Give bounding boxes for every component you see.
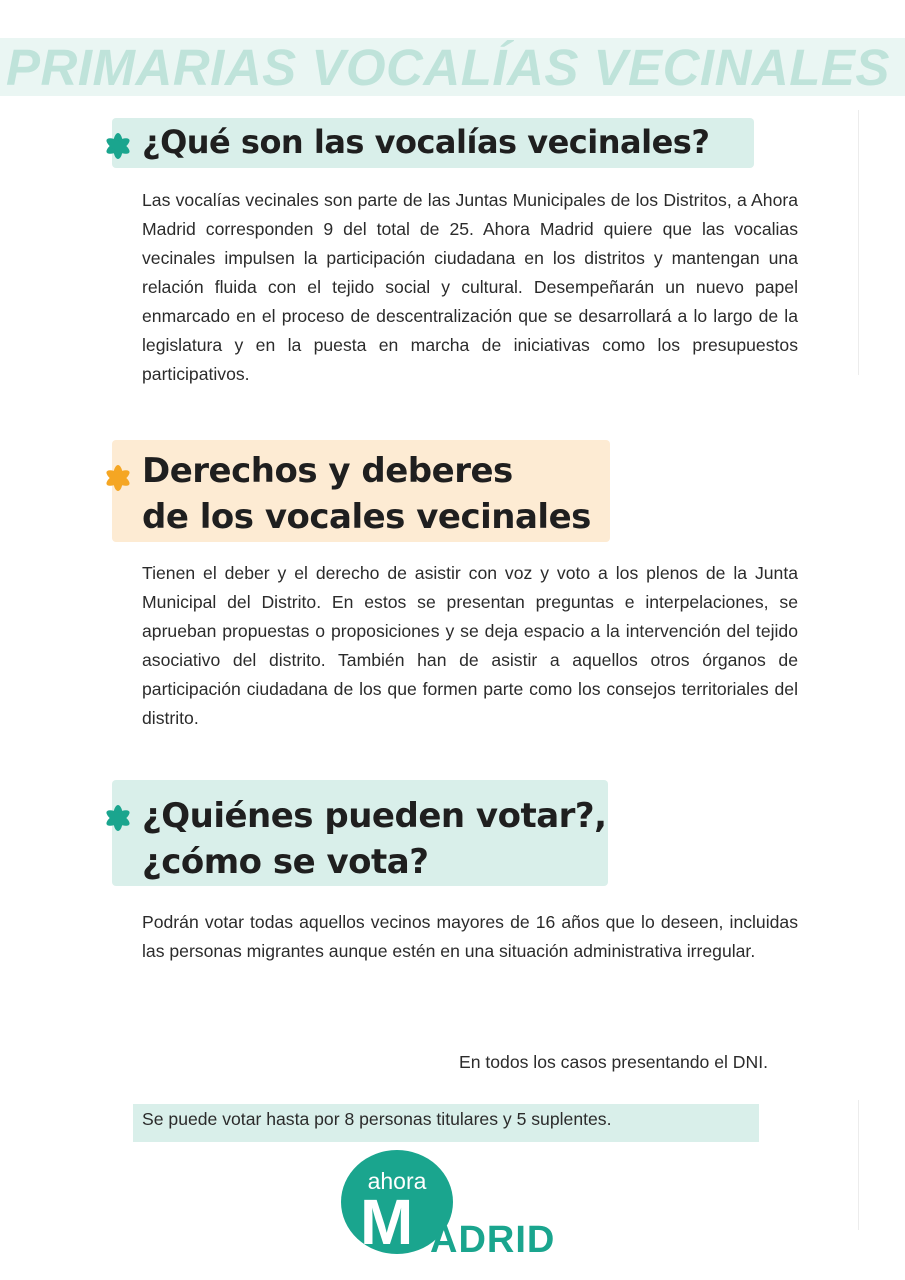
edge-divider-lower [858, 1100, 859, 1230]
section-2-heading [142, 448, 591, 540]
edge-divider [858, 110, 859, 375]
highlight-text: Se puede votar hasta por 8 personas titulares y 5 suplentes. [142, 1109, 612, 1129]
logo-initial: M [360, 1186, 414, 1258]
page-title: PRIMARIAS VOCALÍAS VECINALES [6, 39, 890, 96]
logo-name: ADRID [430, 1219, 556, 1261]
section-3-heading [142, 793, 607, 885]
section-3-body: Podrán votar todas aquellos vecinos mayores de 16 años que lo deseen, incluidas las personas migrantes aunque estén en una situación administrativa irregular. [142, 912, 798, 961]
section-2-heading-line-1: Derechos y deberes [142, 451, 513, 491]
section-1-heading: ¿Qué son las vocalías vecinales? [142, 123, 710, 161]
logo-ahora-text: ahora [367, 1168, 427, 1194]
asterisk-flower-icon [100, 800, 136, 836]
section-2-body: Tienen el deber y el derecho de asistir con voz y voto a los plenos de la Junta Municipal del Distrito. En estos se presentan preguntas e interpelaciones, se aprueban propuestas o proposiciones y se deja espacio a la intervención del tejido asociativo del distrito. También han de asistir a aquellos otros órganos de participación ciudadana de los que formen parte como los consejos territoriales del distrito. [142, 563, 798, 728]
asterisk-flower-icon [100, 460, 136, 496]
section-3-heading-line-1: ¿Quiénes pueden votar?, [142, 796, 607, 836]
dni-note: En todos los casos presentando el DNI. [458, 1052, 768, 1072]
asterisk-flower-icon [100, 128, 136, 164]
section-3-heading-line-2: ¿cómo se vota? [142, 842, 429, 882]
section-1-body: Las vocalías vecinales son parte de las Juntas Municipales de los Distritos, a Ahora Madrid corresponden 9 del total de 25. Ahora Madrid quiere que las vocalias vecinales impulsen la participación ciudadana en los distritos y mantengan una relación fluida con el tejido social y cultural. Desempeñarán un nuevo papel enmarcado en el proceso de descentralización que se desarrollará a lo largo de la legislatura y en la puesta en marcha de iniciativas como los presupuestos participativos. [142, 190, 798, 384]
section-2-heading-line-2: de los vocales vecinales [142, 497, 591, 537]
